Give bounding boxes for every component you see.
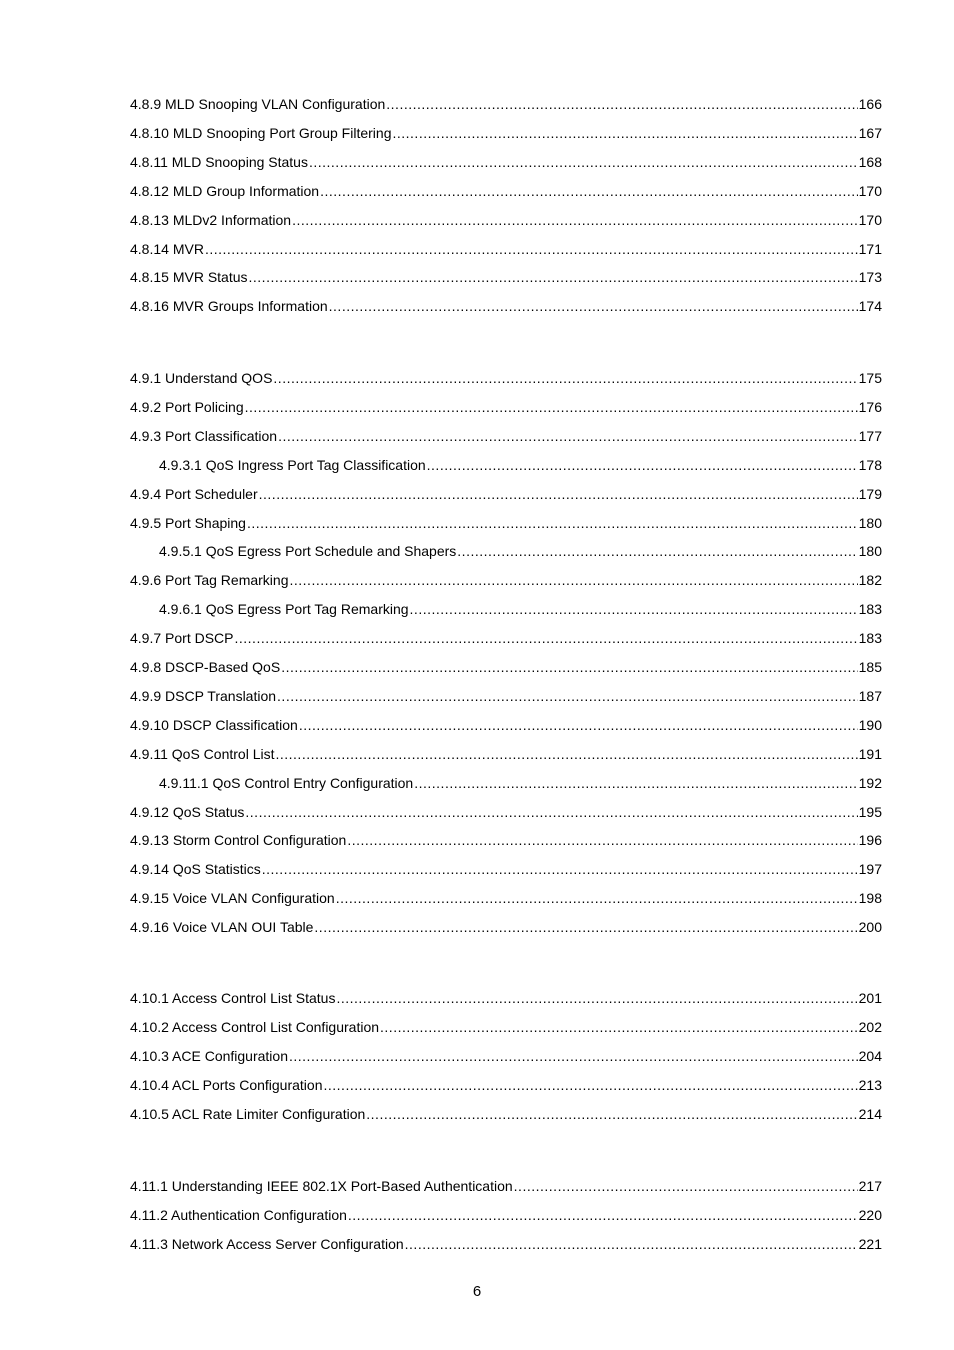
toc-entry-page-number: 201 xyxy=(858,990,882,1006)
toc-entry-page-number: 197 xyxy=(858,861,882,878)
toc-dot-leader xyxy=(245,802,857,822)
toc-dot-leader xyxy=(324,1075,858,1095)
toc-entry[interactable] xyxy=(130,715,882,735)
toc-entry[interactable] xyxy=(130,917,882,937)
toc-entry-page-number: 204 xyxy=(858,1047,882,1064)
toc-entry-title: 4.9.7 Port DSCP xyxy=(130,630,234,647)
toc-entry-page-number: 220 xyxy=(858,1206,882,1223)
toc-dot-leader xyxy=(262,859,858,879)
toc-dot-leader xyxy=(405,1234,858,1254)
toc-dot-leader xyxy=(320,181,858,201)
toc-dot-leader xyxy=(514,1176,858,1196)
toc-entry-title: 4.11.3 Network Access Server Configuration xyxy=(130,1235,404,1252)
toc-entry[interactable] xyxy=(130,802,882,822)
toc-entry-page-number: 196 xyxy=(858,832,882,849)
toc-entry-page-number: 170 xyxy=(858,182,882,199)
toc-entry-title: 4.8.9 MLD Snooping VLAN Configuration xyxy=(130,96,386,112)
toc-dot-leader xyxy=(259,484,858,504)
page-number: 6 xyxy=(472,1283,482,1300)
toc-dot-leader xyxy=(277,686,858,706)
toc-entry-title: 4.9.6.1 QoS Egress Port Tag Remarking xyxy=(159,601,409,618)
toc-entry-title: 4.9.11 QoS Control List xyxy=(130,745,275,762)
toc-entry-title: 4.10.1 Access Control List Status xyxy=(130,990,336,1006)
toc-dot-leader xyxy=(336,988,857,1008)
toc-dot-leader xyxy=(235,628,858,648)
toc-entry[interactable] xyxy=(130,1234,882,1254)
toc-entry[interactable] xyxy=(130,1046,882,1066)
toc-entry-title: 4.9.6 Port Tag Remarking xyxy=(130,572,289,589)
toc-entry-page-number: 174 xyxy=(858,298,882,315)
toc-entry-page-number: 202 xyxy=(858,1018,882,1035)
toc-entry[interactable] xyxy=(130,94,882,114)
toc-entry[interactable] xyxy=(159,455,882,475)
toc-entry-page-number: 185 xyxy=(858,659,882,675)
toc-dot-leader xyxy=(249,267,858,287)
toc-dot-leader xyxy=(380,1017,858,1037)
toc-entry-title: 4.10.4 ACL Ports Configuration xyxy=(130,1076,323,1093)
toc-entry-page-number: 213 xyxy=(858,1076,882,1093)
toc-entry-title: 4.8.15 MVR Status xyxy=(130,269,248,286)
toc-dot-leader xyxy=(414,773,857,793)
toc-dot-leader xyxy=(290,570,858,590)
toc-entry[interactable] xyxy=(130,123,882,143)
toc-entry[interactable] xyxy=(130,657,882,677)
toc-entry[interactable] xyxy=(130,296,882,316)
toc-entry-page-number: 183 xyxy=(858,601,882,618)
toc-entry-title: 4.9.8 DSCP-Based QoS xyxy=(130,659,281,675)
toc-entry-page-number: 182 xyxy=(858,572,882,589)
toc-entry-title: 4.10.3 ACE Configuration xyxy=(130,1047,288,1064)
toc-entry[interactable] xyxy=(130,830,882,850)
toc-entry-title: 4.9.5 Port Shaping xyxy=(130,514,246,531)
toc-entry-page-number: 173 xyxy=(858,269,882,286)
toc-entry[interactable] xyxy=(130,152,882,172)
toc-entry-title: 4.9.15 Voice VLAN Configuration xyxy=(130,890,335,907)
toc-entry-title: 4.9.12 QoS Status xyxy=(130,803,245,820)
toc-entry-title: 4.10.5 ACL Rate Limiter Configuration xyxy=(130,1105,366,1122)
toc-entry[interactable] xyxy=(130,368,882,388)
toc-dot-leader xyxy=(427,455,858,475)
toc-entry-title: 4.10.2 Access Control List Configuration xyxy=(130,1018,380,1035)
toc-dot-leader xyxy=(299,715,858,735)
toc-entry-page-number: 191 xyxy=(858,745,882,762)
toc-entry[interactable] xyxy=(159,599,882,619)
toc-entry-title: 4.8.14 MVR xyxy=(130,240,204,257)
toc-entry-title: 4.9.13 Storm Control Configuration xyxy=(130,832,347,849)
toc-entry[interactable] xyxy=(159,541,882,561)
toc-entry-title: 4.9.1 Understand QOS xyxy=(130,370,273,386)
toc-entry-page-number: 167 xyxy=(858,124,882,141)
toc-entry[interactable] xyxy=(130,426,882,446)
toc-entry-title: 4.8.13 MLDv2 Information xyxy=(130,211,292,228)
toc-entry-title: 4.9.9 DSCP Translation xyxy=(130,687,277,704)
toc-entry-page-number: 183 xyxy=(858,630,882,647)
toc-entry-title: 4.11.2 Authentication Configuration xyxy=(130,1206,347,1223)
toc-entry-title: 4.9.11.1 QoS Control Entry Configuration xyxy=(159,774,414,791)
toc-entry-page-number: 176 xyxy=(858,398,882,415)
toc-dot-leader xyxy=(347,830,857,850)
toc-dot-leader xyxy=(205,239,858,259)
toc-entry-title: 4.9.4 Port Scheduler xyxy=(130,485,258,502)
toc-entry[interactable] xyxy=(130,744,882,764)
toc-entry-title: 4.9.5.1 QoS Egress Port Schedule and Shapers xyxy=(159,543,457,560)
toc-dot-leader xyxy=(386,94,857,114)
toc-entry[interactable] xyxy=(130,484,882,504)
toc-entry-page-number: 187 xyxy=(858,687,882,704)
toc-entry-page-number: 177 xyxy=(858,427,882,444)
toc-entry-page-number: 168 xyxy=(858,153,882,170)
toc-entry-page-number: 195 xyxy=(858,803,882,820)
toc-entry-page-number: 178 xyxy=(858,456,882,473)
toc-entry-page-number: 171 xyxy=(858,240,882,257)
toc-entry[interactable] xyxy=(130,686,882,706)
toc-dot-leader xyxy=(278,426,858,446)
toc-entry-page-number: 198 xyxy=(858,890,882,907)
toc-dot-leader xyxy=(275,744,857,764)
toc-entry-title: 4.9.3 Port Classification xyxy=(130,427,278,444)
toc-dot-leader xyxy=(309,152,858,172)
toc-entry-page-number: 180 xyxy=(858,514,882,531)
toc-entry[interactable] xyxy=(130,988,882,1008)
toc-entry-title: 4.8.11 MLD Snooping Status xyxy=(130,153,308,170)
toc-entry[interactable] xyxy=(130,239,882,259)
toc-entry-title: 4.9.16 Voice VLAN OUI Table xyxy=(130,919,314,936)
toc-dot-leader xyxy=(292,210,858,230)
toc-entry-page-number: 179 xyxy=(858,485,882,502)
toc-dot-leader xyxy=(289,1046,858,1066)
toc-dot-leader xyxy=(336,888,858,908)
toc-dot-leader xyxy=(314,917,857,937)
toc-entry[interactable] xyxy=(130,267,882,287)
toc-entry-page-number: 200 xyxy=(858,919,882,936)
toc-entry[interactable] xyxy=(130,397,882,417)
toc-entry[interactable] xyxy=(130,1017,882,1037)
toc-entry[interactable] xyxy=(130,1075,882,1095)
toc-entry[interactable] xyxy=(159,773,882,793)
toc-dot-leader xyxy=(348,1205,858,1225)
toc-entry-page-number: 170 xyxy=(858,211,882,228)
toc-entry-page-number: 214 xyxy=(858,1105,882,1122)
toc-entry-title: 4.9.2 Port Policing xyxy=(130,398,244,415)
toc-entry[interactable] xyxy=(130,181,882,201)
toc-entry[interactable] xyxy=(130,859,882,879)
toc-dot-leader xyxy=(273,368,857,388)
toc-entry[interactable] xyxy=(130,1205,882,1225)
toc-entry[interactable] xyxy=(130,570,882,590)
toc-entry-title: 4.8.12 MLD Group Information xyxy=(130,182,320,199)
toc-entry[interactable] xyxy=(130,210,882,230)
toc-dot-leader xyxy=(329,296,858,316)
toc-entry-title: 4.9.14 QoS Statistics xyxy=(130,861,261,878)
toc-dot-leader xyxy=(245,397,858,417)
toc-entry[interactable] xyxy=(130,513,882,533)
toc-entry-page-number: 180 xyxy=(858,543,882,560)
toc-entry-page-number: 217 xyxy=(858,1178,882,1194)
toc-entry[interactable] xyxy=(130,1104,882,1124)
toc-dot-leader xyxy=(457,541,857,561)
toc-entry[interactable] xyxy=(130,628,882,648)
toc-entry-page-number: 221 xyxy=(858,1235,882,1252)
toc-dot-leader xyxy=(366,1104,857,1124)
toc-entry-title: 4.9.10 DSCP Classification xyxy=(130,716,298,733)
toc-entry[interactable] xyxy=(130,888,882,908)
toc-entry-page-number: 175 xyxy=(858,370,882,386)
toc-entry[interactable] xyxy=(130,1176,882,1196)
toc-entry-title: 4.8.16 MVR Groups Information xyxy=(130,298,328,315)
toc-entry-title: 4.11.1 Understanding IEEE 802.1X Port-Based Authentication xyxy=(130,1178,513,1194)
toc-entry-page-number: 190 xyxy=(858,716,882,733)
toc-entry-page-number: 166 xyxy=(858,96,882,112)
toc-entry-page-number: 192 xyxy=(858,774,882,791)
toc-entry-title: 4.9.3.1 QoS Ingress Port Tag Classification xyxy=(159,456,426,473)
toc-dot-leader xyxy=(247,513,858,533)
toc-dot-leader xyxy=(410,599,858,619)
toc-dot-leader xyxy=(281,657,857,677)
toc-dot-leader xyxy=(392,123,857,143)
toc-entry-title: 4.8.10 MLD Snooping Port Group Filtering xyxy=(130,124,392,141)
